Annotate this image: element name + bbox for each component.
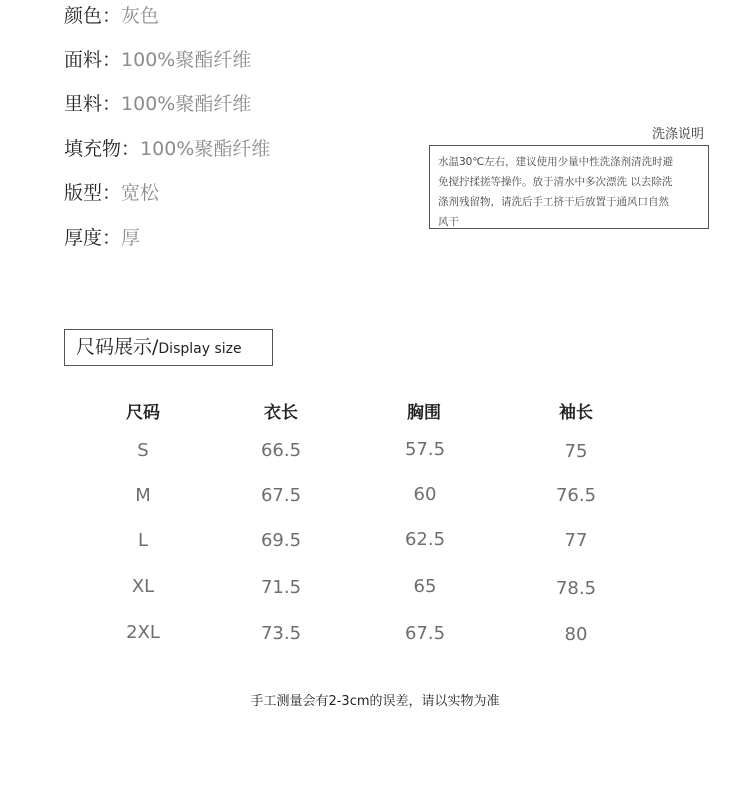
size-header-length: 衣长 — [264, 403, 298, 423]
attr-value: 100%聚酯纤维 — [140, 138, 271, 160]
table-cell-sleeve: 75 — [564, 441, 588, 462]
attr-key: 版型： — [64, 182, 122, 204]
table-cell-chest: 65 — [413, 576, 437, 597]
attr-color — [64, 4, 159, 28]
table-cell-chest: 57.5 — [404, 439, 446, 460]
table-cell-length: 69.5 — [260, 530, 302, 551]
size-title-en: Display size — [158, 341, 242, 357]
table-cell-length: 66.5 — [260, 440, 302, 461]
table-cell-chest: 60 — [413, 484, 437, 505]
attr-fabric — [64, 48, 251, 72]
attr-value: 灰色 — [121, 5, 160, 27]
table-cell-sleeve: 77 — [564, 530, 588, 551]
attr-value: 厚 — [121, 227, 141, 249]
attr-key: 里料： — [64, 93, 122, 115]
attr-value: 100%聚酯纤维 — [121, 93, 252, 115]
washing-line: 免搅拧揉搓等操作。放于清水中多次漂洗 以去除洗 — [438, 176, 673, 188]
attr-key: 厚度： — [64, 227, 122, 249]
table-cell-sleeve: 76.5 — [555, 485, 597, 506]
attr-key: 颜色： — [64, 5, 122, 27]
attr-fit — [64, 181, 159, 205]
table-cell-length: 71.5 — [260, 577, 302, 598]
washing-line: 涤剂残留物，请洗后手工挤干后放置于通风口自然 — [438, 196, 669, 208]
size-section-title — [64, 329, 273, 366]
attr-key: 填充物： — [64, 138, 141, 160]
table-cell-length: 67.5 — [260, 485, 302, 506]
attr-filling — [64, 137, 270, 161]
size-header-chest: 胸围 — [407, 403, 441, 423]
washing-title: 洗涤说明 — [651, 127, 704, 142]
table-cell-chest: 67.5 — [404, 623, 446, 644]
table-cell-sleeve: 80 — [564, 624, 588, 645]
table-cell-sleeve: 78.5 — [555, 578, 597, 599]
table-cell-size: 2XL — [126, 622, 160, 643]
attr-lining — [64, 92, 251, 116]
washing-instructions — [429, 145, 709, 229]
table-cell-size: XL — [131, 576, 155, 597]
size-header-sleeve: 袖长 — [559, 403, 593, 423]
table-cell-chest: 62.5 — [404, 529, 446, 550]
table-cell-length: 73.5 — [260, 623, 302, 644]
washing-line: 风干 — [438, 216, 459, 228]
measurement-note: 手工测量会有2-3cm的误差，请以实物为准 — [250, 694, 500, 709]
washing-line: 水温30℃左右，建议使用少量中性洗涤剂清洗时避 — [438, 156, 674, 168]
table-cell-size: M — [135, 485, 151, 506]
size-header-size: 尺码 — [126, 403, 160, 423]
attr-key: 面料： — [64, 49, 122, 71]
table-cell-size: L — [137, 530, 149, 551]
size-title-cn: 尺码展示/ — [76, 336, 159, 358]
attr-value: 宽松 — [121, 182, 160, 204]
attr-value: 100%聚酯纤维 — [121, 49, 252, 71]
attr-thickness — [64, 226, 140, 250]
table-cell-size: S — [137, 440, 149, 461]
